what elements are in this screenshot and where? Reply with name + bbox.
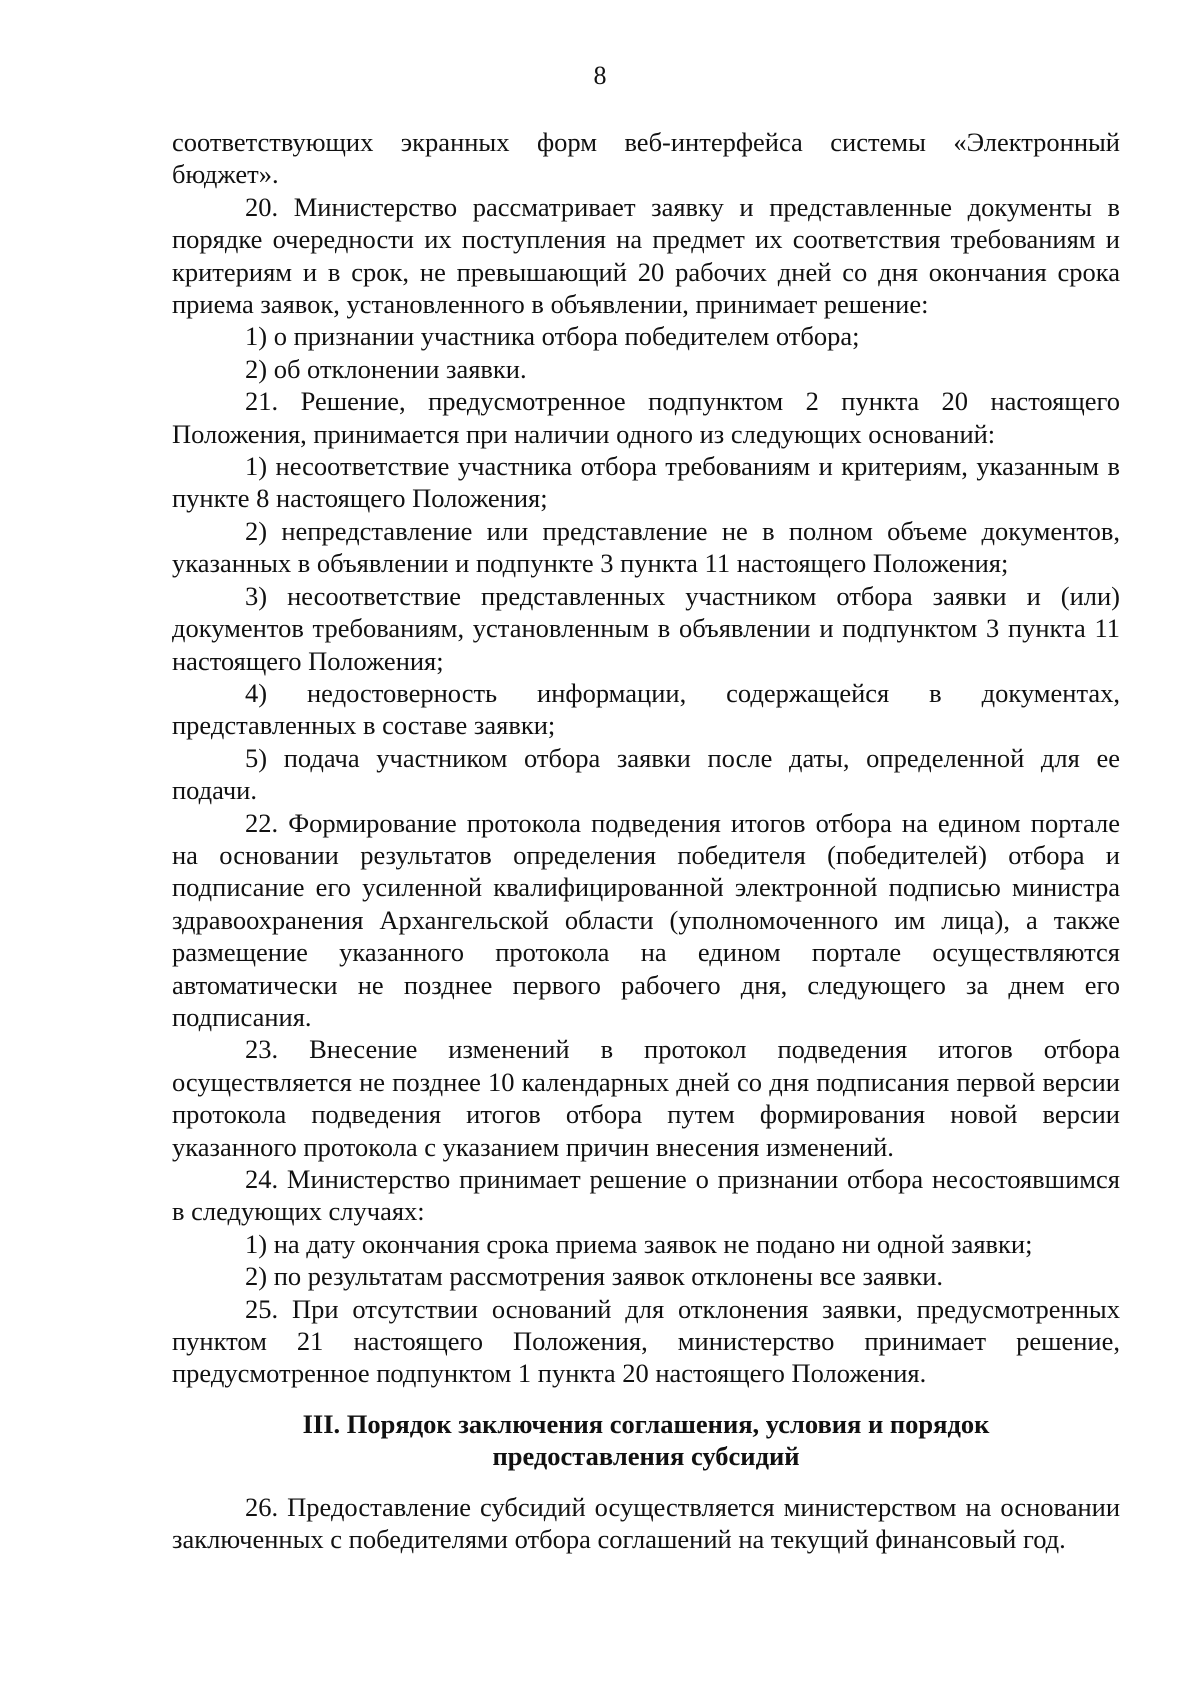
paragraph-item-22: 22. Формирование протокола подведения итогов отбора на едином портале на основании результатов определения победителя (победителей) отбора и подписание его усиленной квалифицированной электронной подписью министра здравоохранения Архангельской области (уполномоченного им лица), а также размещение указанного протокола на едином портале осуществляются автоматически не позднее первого рабочего дня, следующего за днем его подписания.: [172, 807, 1120, 1032]
section-heading-line-2: предоставления субсидий: [492, 1441, 800, 1472]
paragraph-item-21-3: 3) несоответствие представленных участником отбора заявки и (или) документов требованиям, установленным в объявлении и подпунктом 3 пункта 11 настоящего Положения;: [172, 580, 1120, 676]
section-heading-line-1: III. Порядок заключения соглашения, условия и порядок: [302, 1408, 990, 1439]
paragraph-item-21-5: 5) подача участником отбора заявки после даты, определенной для ее подачи.: [172, 742, 1120, 806]
paragraph-item-20-1: 1) о признании участника отбора победителем отбора;: [245, 321, 860, 352]
page-number: 8: [593, 61, 607, 90]
paragraph-item-24-1: 1) на дату окончания срока приема заявок не подано ни одной заявки;: [245, 1228, 1033, 1259]
document-body: [172, 126, 1120, 1555]
paragraph-item-20-2: 2) об отклонении заявки.: [245, 353, 527, 384]
paragraph-item-25: 25. При отсутствии оснований для отклонения заявки, предусмотренных пунктом 21 настоящего Положения, министерство принимает решение, предусмотренное подпунктом 1 пункта 20 настоящего Положения.: [172, 1293, 1120, 1389]
paragraph-item-21: 21. Решение, предусмотренное подпунктом 2 пункта 20 настоящего Положения, принимается при наличии одного из следующих оснований:: [172, 386, 1120, 449]
paragraph-item-21-4: 4) недостоверность информации, содержащейся в документах, представленных в составе заявки;: [172, 677, 1120, 741]
paragraph-continuation: соответствующих экранных форм веб-интерфейса системы «Электронный бюджет».: [172, 127, 1120, 190]
paragraph-item-26: 26. Предоставление субсидий осуществляется министерством на основании заключенных с победителями отбора соглашений на текущий финансовый год.: [172, 1491, 1120, 1555]
paragraph-item-24-2: 2) по результатам рассмотрения заявок отклонены все заявки.: [245, 1261, 944, 1292]
paragraph-item-23: 23. Внесение изменений в протокол подведения итогов отбора осуществляется не позднее 10 календарных дней со дня подписания первой версии протокола подведения итогов отбора путем формирования новой версии указанного протокола с указанием причин внесения изменений.: [172, 1034, 1120, 1162]
paragraph-item-21-2: 2) непредставление или представление не в полном объеме документов, указанных в объявлении и подпункте 3 пункта 11 настоящего Положения;: [172, 515, 1120, 579]
paragraph-item-20: 20. Министерство рассматривает заявку и представленные документы в порядке очередности их поступления на предмет их соответствия требованиям и критериям и в срок, не превышающий 20 рабочих дней со дня окончания срока приема заявок, установленного в объявлении, принимает решение:: [172, 191, 1120, 320]
section-heading: [172, 1408, 1120, 1473]
paragraph-item-21-1: 1) несоответствие участника отбора требованиям и критериям, указанным в пункте 8 настоящего Положения;: [172, 451, 1120, 514]
paragraph-item-24: 24. Министерство принимает решение о признании отбора несостоявшимся в следующих случаях:: [172, 1164, 1120, 1227]
